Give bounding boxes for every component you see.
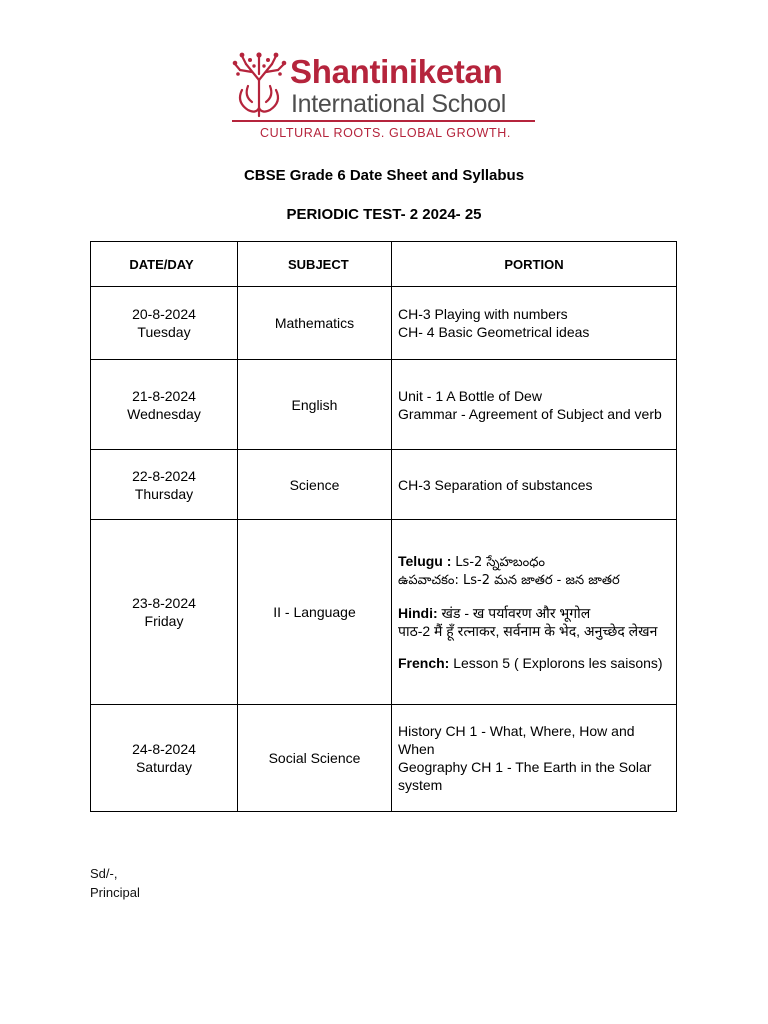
subject-cell: English: [238, 360, 392, 450]
header-portion: PORTION: [392, 242, 677, 287]
french-line: Lesson 5 ( Explorons les saisons): [453, 655, 663, 671]
header-subject: SUBJECT: [238, 242, 392, 287]
portion-line: Unit - 1 A Bottle of Dew: [398, 387, 542, 404]
school-subname: International School: [291, 90, 506, 118]
telugu-portion: [398, 552, 670, 590]
signature-mark: Sd/-,: [90, 866, 118, 881]
portion-cell: [392, 360, 677, 450]
portion-line: CH- 4 Basic Geometrical ideas: [398, 324, 590, 340]
subject-cell: Mathematics: [238, 287, 392, 360]
date-cell: [91, 450, 238, 520]
hindi-portion: [398, 604, 670, 640]
logo-divider: [232, 120, 535, 122]
document-subtitle: PERIODIC TEST- 2 2024- 25: [286, 206, 482, 223]
exam-day: Friday: [144, 613, 184, 629]
portion-cell: [392, 450, 677, 520]
date-sheet-table: [90, 241, 677, 812]
portion-line: History CH 1 - What, Where, How and When: [398, 723, 635, 757]
portion-line: Geography CH 1 - The Earth in the Solar system: [398, 759, 652, 793]
portion-cell: [392, 705, 677, 812]
table-row: [91, 360, 677, 450]
tree-emblem-icon: [232, 50, 287, 118]
french-portion: [398, 654, 670, 672]
exam-date: 20-8-2024: [132, 306, 196, 322]
hindi-line: पाठ-2 मैं हूँ रत्नाकर, सर्वनाम के भेद, अनुच्छेद लेखन: [398, 623, 658, 639]
telugu-label: Telugu :: [398, 553, 452, 569]
table-header-row: [91, 242, 677, 287]
table-row: [91, 520, 677, 705]
exam-day: Thursday: [134, 485, 194, 502]
exam-date: 22-8-2024: [132, 467, 196, 484]
exam-day: Tuesday: [137, 324, 191, 340]
date-cell: [91, 520, 238, 705]
signature-title: Principal: [90, 885, 140, 900]
school-name: Shantiniketan: [290, 53, 503, 90]
portion-line: Grammar - Agreement of Subject and verb: [398, 405, 662, 422]
telugu-line: ఉపవాచకం: Ls-2 మన జాతర - జన జాతర: [398, 573, 620, 588]
portion-line: CH-3 Playing with numbers: [398, 306, 568, 322]
portion-line: CH-3 Separation of substances: [398, 476, 593, 493]
portion-cell: [392, 520, 677, 705]
table-row: [91, 450, 677, 520]
school-tagline: CULTURAL ROOTS. GLOBAL GROWTH.: [260, 126, 511, 140]
french-label: French:: [398, 655, 450, 671]
hindi-label: Hindi:: [398, 605, 438, 621]
subject-cell: Science: [238, 450, 392, 520]
subject-cell: Social Science: [238, 705, 392, 812]
date-cell: [91, 287, 238, 360]
exam-date: 24-8-2024: [132, 741, 196, 757]
table-row: [91, 287, 677, 360]
exam-day: Saturday: [135, 759, 193, 775]
school-logo: [232, 50, 542, 145]
hindi-line: खंड - ख पर्यावरण और भूगोल: [441, 605, 591, 621]
portion-cell: [392, 287, 677, 360]
date-cell: [91, 705, 238, 812]
exam-date: 23-8-2024: [132, 595, 196, 611]
exam-day: Wednesday: [127, 405, 201, 422]
header-date-day: DATE/DAY: [91, 242, 238, 287]
date-cell: [91, 360, 238, 450]
telugu-line: Ls-2 స్నేహబంధం: [455, 555, 545, 570]
table-row: [91, 705, 677, 812]
subject-cell: II - Language: [238, 520, 392, 705]
document-title: CBSE Grade 6 Date Sheet and Syllabus: [243, 167, 525, 184]
exam-date: 21-8-2024: [132, 387, 196, 404]
